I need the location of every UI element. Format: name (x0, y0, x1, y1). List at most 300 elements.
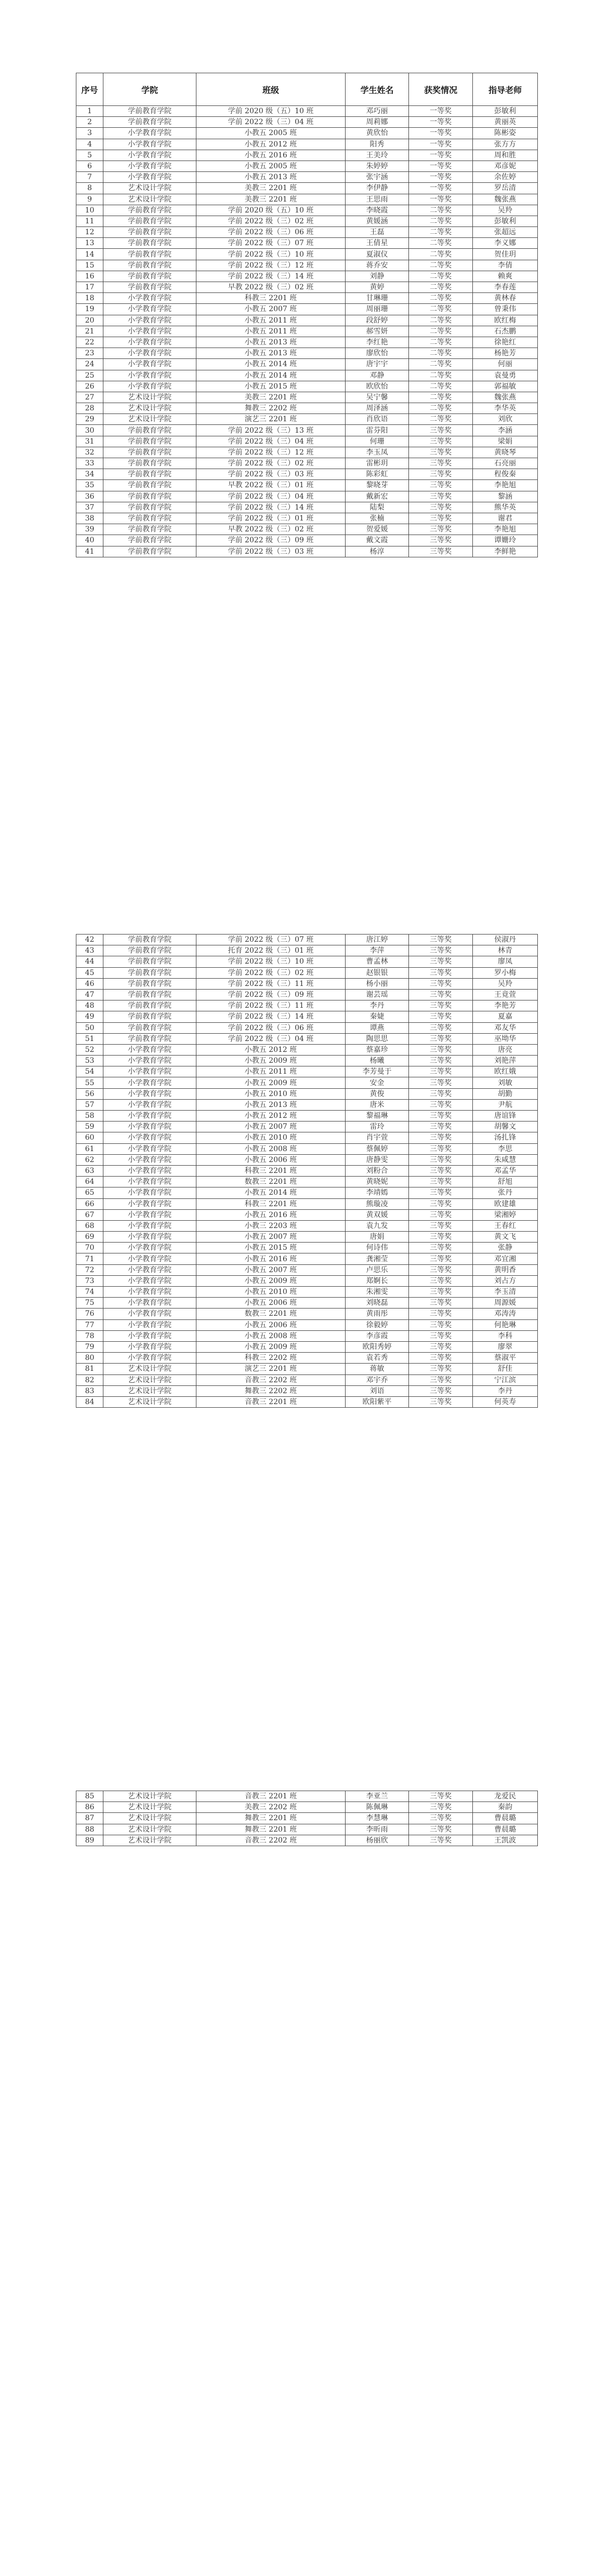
table-row (76, 480, 538, 491)
table-row (76, 315, 538, 326)
cell-teacher: 邓涛涛 (473, 1309, 538, 1319)
cell-no: 82 (76, 1374, 103, 1385)
cell-no: 29 (76, 414, 103, 425)
cell-student: 唐宇宇 (346, 359, 409, 370)
cell-class: 小教五 2010 班 (196, 1088, 346, 1099)
cell-teacher: 廖凤 (473, 956, 538, 967)
cell-student: 陈彩虹 (346, 469, 409, 480)
cell-teacher: 贺佳玥 (473, 249, 538, 260)
cell-teacher: 黎涵 (473, 491, 538, 502)
cell-college: 学前教育学院 (103, 935, 196, 945)
cell-award: 二等奖 (409, 315, 473, 326)
cell-no: 69 (76, 1232, 103, 1243)
cell-student: 王磊 (346, 227, 409, 238)
cell-teacher: 蔡淑平 (473, 1353, 538, 1364)
table-row (76, 458, 538, 469)
cell-college: 学前教育学院 (103, 480, 196, 491)
cell-teacher: 刘欣 (473, 414, 538, 425)
cell-student: 黄欣怡 (346, 128, 409, 139)
cell-college: 小学教育学院 (103, 1209, 196, 1220)
cell-no: 14 (76, 249, 103, 260)
cell-class: 小教五 2015 班 (196, 381, 346, 392)
table-row (76, 205, 538, 216)
table-row (76, 1143, 538, 1154)
cell-teacher: 李科 (473, 1330, 538, 1341)
cell-class: 学前 2022 级（三）07 班 (196, 935, 346, 945)
cell-class: 舞教三 2202 班 (196, 1385, 346, 1396)
header-no: 序号 (76, 73, 103, 106)
cell-teacher: 李涵 (473, 425, 538, 436)
cell-teacher: 黄明香 (473, 1264, 538, 1275)
cell-student: 何诗伟 (346, 1243, 409, 1253)
cell-teacher: 邓宜湘 (473, 1253, 538, 1264)
cell-college: 学前教育学院 (103, 238, 196, 249)
cell-class: 小教五 2005 班 (196, 128, 346, 139)
cell-college: 学前教育学院 (103, 436, 196, 447)
cell-award: 三等奖 (409, 524, 473, 535)
cell-college: 小学教育学院 (103, 1330, 196, 1341)
cell-award: 三等奖 (409, 1154, 473, 1165)
cell-award: 三等奖 (409, 1298, 473, 1309)
cell-college: 小学教育学院 (103, 1253, 196, 1264)
cell-student: 肖宇萱 (346, 1132, 409, 1143)
header-teacher: 指导老师 (473, 73, 538, 106)
cell-college: 艺术设计学院 (103, 1791, 196, 1802)
cell-student: 欧阳紫平 (346, 1396, 409, 1407)
table-row (76, 1122, 538, 1132)
cell-class: 学前 2022 级（三）03 班 (196, 469, 346, 480)
cell-student: 唐静雯 (346, 1154, 409, 1165)
table-row (76, 348, 538, 359)
cell-award: 二等奖 (409, 337, 473, 348)
cell-college: 小学教育学院 (103, 1187, 196, 1198)
cell-college: 学前教育学院 (103, 106, 196, 117)
cell-no: 74 (76, 1287, 103, 1298)
cell-class: 小教五 2007 班 (196, 1122, 346, 1132)
table-row (76, 392, 538, 403)
cell-student: 刘语 (346, 1385, 409, 1396)
cell-class: 学前 2022 级（三）14 班 (196, 502, 346, 513)
cell-student: 谢芸瑶 (346, 989, 409, 1000)
cell-student: 黄雨彤 (346, 1309, 409, 1319)
cell-no: 12 (76, 227, 103, 238)
table-row (76, 1791, 538, 1802)
table-block-3 (76, 1791, 537, 1846)
cell-no: 76 (76, 1309, 103, 1319)
cell-teacher: 石亮丽 (473, 458, 538, 469)
cell-student: 李慧琳 (346, 1813, 409, 1824)
cell-student: 吴宁馨 (346, 392, 409, 403)
cell-teacher: 熊华英 (473, 502, 538, 513)
cell-college: 学前教育学院 (103, 447, 196, 458)
cell-teacher: 刘占方 (473, 1275, 538, 1286)
cell-no: 73 (76, 1275, 103, 1286)
cell-no: 42 (76, 935, 103, 945)
cell-class: 学前 2020 级（五）10 班 (196, 205, 346, 216)
table-row (76, 1099, 538, 1110)
cell-student: 蔡嘉珍 (346, 1044, 409, 1055)
cell-award: 三等奖 (409, 1143, 473, 1154)
cell-teacher: 黄文飞 (473, 1232, 538, 1243)
cell-teacher: 邓友华 (473, 1022, 538, 1033)
cell-teacher: 彭敏利 (473, 216, 538, 226)
cell-no: 44 (76, 956, 103, 967)
cell-award: 三等奖 (409, 1835, 473, 1846)
cell-college: 学前教育学院 (103, 535, 196, 546)
cell-student: 李晓霞 (346, 205, 409, 216)
cell-student: 周泽涵 (346, 403, 409, 414)
cell-award: 三等奖 (409, 1177, 473, 1187)
cell-college: 小学教育学院 (103, 359, 196, 370)
cell-college: 小学教育学院 (103, 1319, 196, 1330)
cell-no: 45 (76, 967, 103, 978)
cell-class: 小教五 2009 班 (196, 1275, 346, 1286)
cell-teacher: 何英寿 (473, 1396, 538, 1407)
cell-award: 二等奖 (409, 359, 473, 370)
cell-teacher: 袁曼勇 (473, 370, 538, 381)
cell-no: 49 (76, 1011, 103, 1022)
cell-no: 72 (76, 1264, 103, 1275)
table-row (76, 1287, 538, 1298)
cell-student: 安金 (346, 1077, 409, 1088)
cell-student: 袁九发 (346, 1220, 409, 1231)
cell-award: 三等奖 (409, 1220, 473, 1231)
cell-teacher: 杨艳芳 (473, 348, 538, 359)
cell-no: 70 (76, 1243, 103, 1253)
cell-no: 22 (76, 337, 103, 348)
cell-award: 三等奖 (409, 1122, 473, 1132)
table-row (76, 216, 538, 226)
cell-student: 王思雨 (346, 194, 409, 205)
cell-student: 雷彬玥 (346, 458, 409, 469)
cell-college: 学前教育学院 (103, 260, 196, 271)
table-row (76, 1243, 538, 1253)
cell-award: 二等奖 (409, 370, 473, 381)
cell-class: 学前 2022 级（三）03 班 (196, 546, 346, 557)
cell-teacher: 邓彦妮 (473, 161, 538, 171)
cell-college: 学前教育学院 (103, 469, 196, 480)
cell-award: 一等奖 (409, 161, 473, 171)
cell-class: 舞教三 2202 班 (196, 403, 346, 414)
cell-class: 学前 2022 级（三）13 班 (196, 425, 346, 436)
cell-award: 三等奖 (409, 491, 473, 502)
table-row (76, 1232, 538, 1243)
cell-no: 30 (76, 425, 103, 436)
cell-student: 杨小丽 (346, 978, 409, 989)
cell-college: 小学教育学院 (103, 1275, 196, 1286)
header-student: 学生姓名 (346, 73, 409, 106)
cell-no: 38 (76, 513, 103, 524)
cell-college: 小学教育学院 (103, 139, 196, 150)
cell-teacher: 夏嘉 (473, 1011, 538, 1022)
cell-teacher: 黄晓琴 (473, 447, 538, 458)
cell-student: 熊璇凌 (346, 1198, 409, 1209)
cell-college: 学前教育学院 (103, 1033, 196, 1044)
cell-college: 学前教育学院 (103, 271, 196, 282)
cell-award: 二等奖 (409, 238, 473, 249)
cell-teacher: 龙爱民 (473, 1791, 538, 1802)
cell-student: 黎福琳 (346, 1111, 409, 1122)
cell-class: 小教五 2005 班 (196, 161, 346, 171)
cell-no: 54 (76, 1066, 103, 1077)
table-row (76, 1385, 538, 1396)
cell-college: 小学教育学院 (103, 1198, 196, 1209)
cell-award: 三等奖 (409, 1033, 473, 1044)
cell-no: 21 (76, 326, 103, 337)
cell-no: 62 (76, 1154, 103, 1165)
cell-student: 杨淳 (346, 546, 409, 557)
cell-award: 三等奖 (409, 546, 473, 557)
cell-college: 学前教育学院 (103, 978, 196, 989)
table-row (76, 293, 538, 304)
cell-teacher: 彭敏利 (473, 106, 538, 117)
cell-college: 艺术设计学院 (103, 392, 196, 403)
cell-teacher: 曹晨璐 (473, 1824, 538, 1835)
cell-class: 美教三 2201 班 (196, 183, 346, 194)
awards-table-part-1 (76, 73, 538, 557)
cell-no: 35 (76, 480, 103, 491)
cell-teacher: 唐亮 (473, 1044, 538, 1055)
cell-class: 学前 2022 级（三）01 班 (196, 513, 346, 524)
cell-award: 三等奖 (409, 1011, 473, 1022)
cell-award: 三等奖 (409, 1396, 473, 1407)
cell-award: 三等奖 (409, 989, 473, 1000)
cell-student: 肖欣语 (346, 414, 409, 425)
cell-class: 小教五 2013 班 (196, 348, 346, 359)
table-row (76, 227, 538, 238)
cell-no: 3 (76, 128, 103, 139)
cell-college: 艺术设计学院 (103, 1802, 196, 1813)
table-row (76, 436, 538, 447)
cell-award: 一等奖 (409, 139, 473, 150)
cell-no: 16 (76, 271, 103, 282)
cell-award: 三等奖 (409, 967, 473, 978)
cell-teacher: 魏张燕 (473, 194, 538, 205)
cell-college: 小学教育学院 (103, 315, 196, 326)
table-row (76, 491, 538, 502)
cell-no: 64 (76, 1177, 103, 1187)
cell-college: 学前教育学院 (103, 945, 196, 956)
cell-teacher: 尹航 (473, 1099, 538, 1110)
table-row (76, 128, 538, 139)
cell-award: 三等奖 (409, 1165, 473, 1176)
cell-class: 学前 2022 级（三）06 班 (196, 227, 346, 238)
table-row (76, 282, 538, 293)
cell-class: 学前 2022 级（三）10 班 (196, 956, 346, 967)
cell-award: 三等奖 (409, 956, 473, 967)
cell-class: 学前 2022 级（三）02 班 (196, 967, 346, 978)
cell-teacher: 陈彬姿 (473, 128, 538, 139)
cell-teacher: 张静 (473, 1243, 538, 1253)
cell-class: 美教三 2201 班 (196, 392, 346, 403)
cell-college: 学前教育学院 (103, 249, 196, 260)
cell-no: 34 (76, 469, 103, 480)
cell-award: 二等奖 (409, 293, 473, 304)
cell-no: 9 (76, 194, 103, 205)
table-row (76, 1056, 538, 1066)
cell-award: 一等奖 (409, 128, 473, 139)
cell-college: 小学教育学院 (103, 128, 196, 139)
cell-award: 三等奖 (409, 935, 473, 945)
cell-college: 小学教育学院 (103, 1264, 196, 1275)
cell-award: 三等奖 (409, 502, 473, 513)
cell-teacher: 罗岳清 (473, 183, 538, 194)
cell-no: 83 (76, 1385, 103, 1396)
cell-teacher: 郭福敏 (473, 381, 538, 392)
cell-teacher: 周源媛 (473, 1298, 538, 1309)
cell-teacher: 刘艳萍 (473, 1056, 538, 1066)
cell-teacher: 秦韵 (473, 1802, 538, 1813)
cell-student: 陆梨 (346, 502, 409, 513)
cell-student: 唐娟 (346, 1232, 409, 1243)
cell-no: 27 (76, 392, 103, 403)
cell-award: 三等奖 (409, 1374, 473, 1385)
cell-class: 小教五 2013 班 (196, 1099, 346, 1110)
cell-student: 黄俊 (346, 1088, 409, 1099)
table-row (76, 1132, 538, 1143)
cell-class: 小教五 2011 班 (196, 315, 346, 326)
cell-class: 小教三 2203 班 (196, 1220, 346, 1231)
table-row (76, 1835, 538, 1846)
cell-award: 三等奖 (409, 1330, 473, 1341)
cell-class: 小教五 2011 班 (196, 326, 346, 337)
cell-class: 学前 2022 级（三）02 班 (196, 216, 346, 226)
cell-class: 小教五 2014 班 (196, 1187, 346, 1198)
cell-class: 小教五 2010 班 (196, 1132, 346, 1143)
cell-college: 学前教育学院 (103, 1022, 196, 1033)
table-row (76, 1198, 538, 1209)
cell-college: 小学教育学院 (103, 1287, 196, 1298)
cell-teacher: 舒佳 (473, 1364, 538, 1374)
cell-award: 三等奖 (409, 1022, 473, 1033)
cell-class: 小教五 2016 班 (196, 1253, 346, 1264)
cell-student: 黄双媛 (346, 1209, 409, 1220)
cell-no: 28 (76, 403, 103, 414)
cell-class: 音教三 2202 班 (196, 1835, 346, 1846)
cell-student: 贺爱媛 (346, 524, 409, 535)
table-row (76, 161, 538, 171)
cell-teacher: 梁娟 (473, 436, 538, 447)
cell-teacher: 李义娜 (473, 238, 538, 249)
cell-award: 三等奖 (409, 1111, 473, 1122)
cell-teacher: 李华英 (473, 403, 538, 414)
cell-award: 三等奖 (409, 1132, 473, 1143)
cell-class: 早教 2022 级（三）02 班 (196, 524, 346, 535)
cell-award: 三等奖 (409, 1187, 473, 1198)
cell-student: 刘晓磊 (346, 1298, 409, 1309)
cell-college: 学前教育学院 (103, 956, 196, 967)
cell-no: 78 (76, 1330, 103, 1341)
cell-student: 赵银银 (346, 967, 409, 978)
cell-student: 邓宇乔 (346, 1374, 409, 1385)
cell-no: 57 (76, 1099, 103, 1110)
table-row (76, 1353, 538, 1364)
cell-student: 廖欣怡 (346, 348, 409, 359)
table-row (76, 1154, 538, 1165)
cell-award: 三等奖 (409, 1253, 473, 1264)
cell-teacher: 余佐婷 (473, 172, 538, 183)
table-row (76, 337, 538, 348)
cell-college: 小学教育学院 (103, 304, 196, 315)
cell-student: 李伊静 (346, 183, 409, 194)
table-row (76, 260, 538, 271)
cell-student: 戴新宏 (346, 491, 409, 502)
cell-college: 学前教育学院 (103, 458, 196, 469)
cell-no: 43 (76, 945, 103, 956)
cell-student: 朱婷婷 (346, 161, 409, 171)
cell-college: 小学教育学院 (103, 1298, 196, 1309)
cell-no: 66 (76, 1198, 103, 1209)
cell-teacher: 王竟萱 (473, 989, 538, 1000)
cell-no: 32 (76, 447, 103, 458)
table-row (76, 524, 538, 535)
table-row (76, 1813, 538, 1824)
cell-college: 学前教育学院 (103, 227, 196, 238)
cell-student: 李丹 (346, 1000, 409, 1011)
cell-no: 65 (76, 1187, 103, 1198)
table-row (76, 1209, 538, 1220)
table-row (76, 1298, 538, 1309)
cell-college: 艺术设计学院 (103, 1364, 196, 1374)
cell-teacher: 胡馨文 (473, 1122, 538, 1132)
cell-class: 小教五 2014 班 (196, 370, 346, 381)
cell-no: 24 (76, 359, 103, 370)
cell-award: 三等奖 (409, 1056, 473, 1066)
cell-no: 85 (76, 1791, 103, 1802)
cell-college: 艺术设计学院 (103, 1813, 196, 1824)
cell-class: 学前 2022 级（三）12 班 (196, 260, 346, 271)
table-row (76, 1011, 538, 1022)
cell-class: 学前 2022 级（三）02 班 (196, 458, 346, 469)
table-row (76, 403, 538, 414)
cell-class: 小教五 2006 班 (196, 1319, 346, 1330)
cell-no: 53 (76, 1056, 103, 1066)
header-college: 学院 (103, 73, 196, 106)
table-row (76, 1111, 538, 1122)
cell-teacher: 赖爽 (473, 271, 538, 282)
cell-teacher: 廖翠 (473, 1341, 538, 1352)
cell-award: 一等奖 (409, 172, 473, 183)
cell-no: 13 (76, 238, 103, 249)
cell-class: 学前 2022 级（三）14 班 (196, 1011, 346, 1022)
table-row (76, 326, 538, 337)
cell-student: 夏淑仪 (346, 249, 409, 260)
cell-award: 二等奖 (409, 216, 473, 226)
cell-no: 41 (76, 546, 103, 557)
table-row (76, 1824, 538, 1835)
cell-class: 数教三 2201 班 (196, 1309, 346, 1319)
cell-no: 15 (76, 260, 103, 271)
cell-class: 学前 2022 级（三）04 班 (196, 117, 346, 128)
cell-no: 75 (76, 1298, 103, 1309)
cell-award: 一等奖 (409, 194, 473, 205)
cell-no: 17 (76, 282, 103, 293)
cell-teacher: 张方方 (473, 139, 538, 150)
cell-award: 三等奖 (409, 1385, 473, 1396)
table-row (76, 1802, 538, 1813)
cell-college: 小学教育学院 (103, 1353, 196, 1364)
cell-college: 小学教育学院 (103, 1309, 196, 1319)
header-award: 获奖情况 (409, 73, 473, 106)
cell-award: 三等奖 (409, 480, 473, 491)
cell-college: 小学教育学院 (103, 370, 196, 381)
cell-teacher: 李艳旭 (473, 480, 538, 491)
cell-college: 艺术设计学院 (103, 1396, 196, 1407)
cell-student: 黄婷 (346, 282, 409, 293)
cell-award: 一等奖 (409, 150, 473, 161)
table-row (76, 425, 538, 436)
cell-teacher: 石杰鹏 (473, 326, 538, 337)
